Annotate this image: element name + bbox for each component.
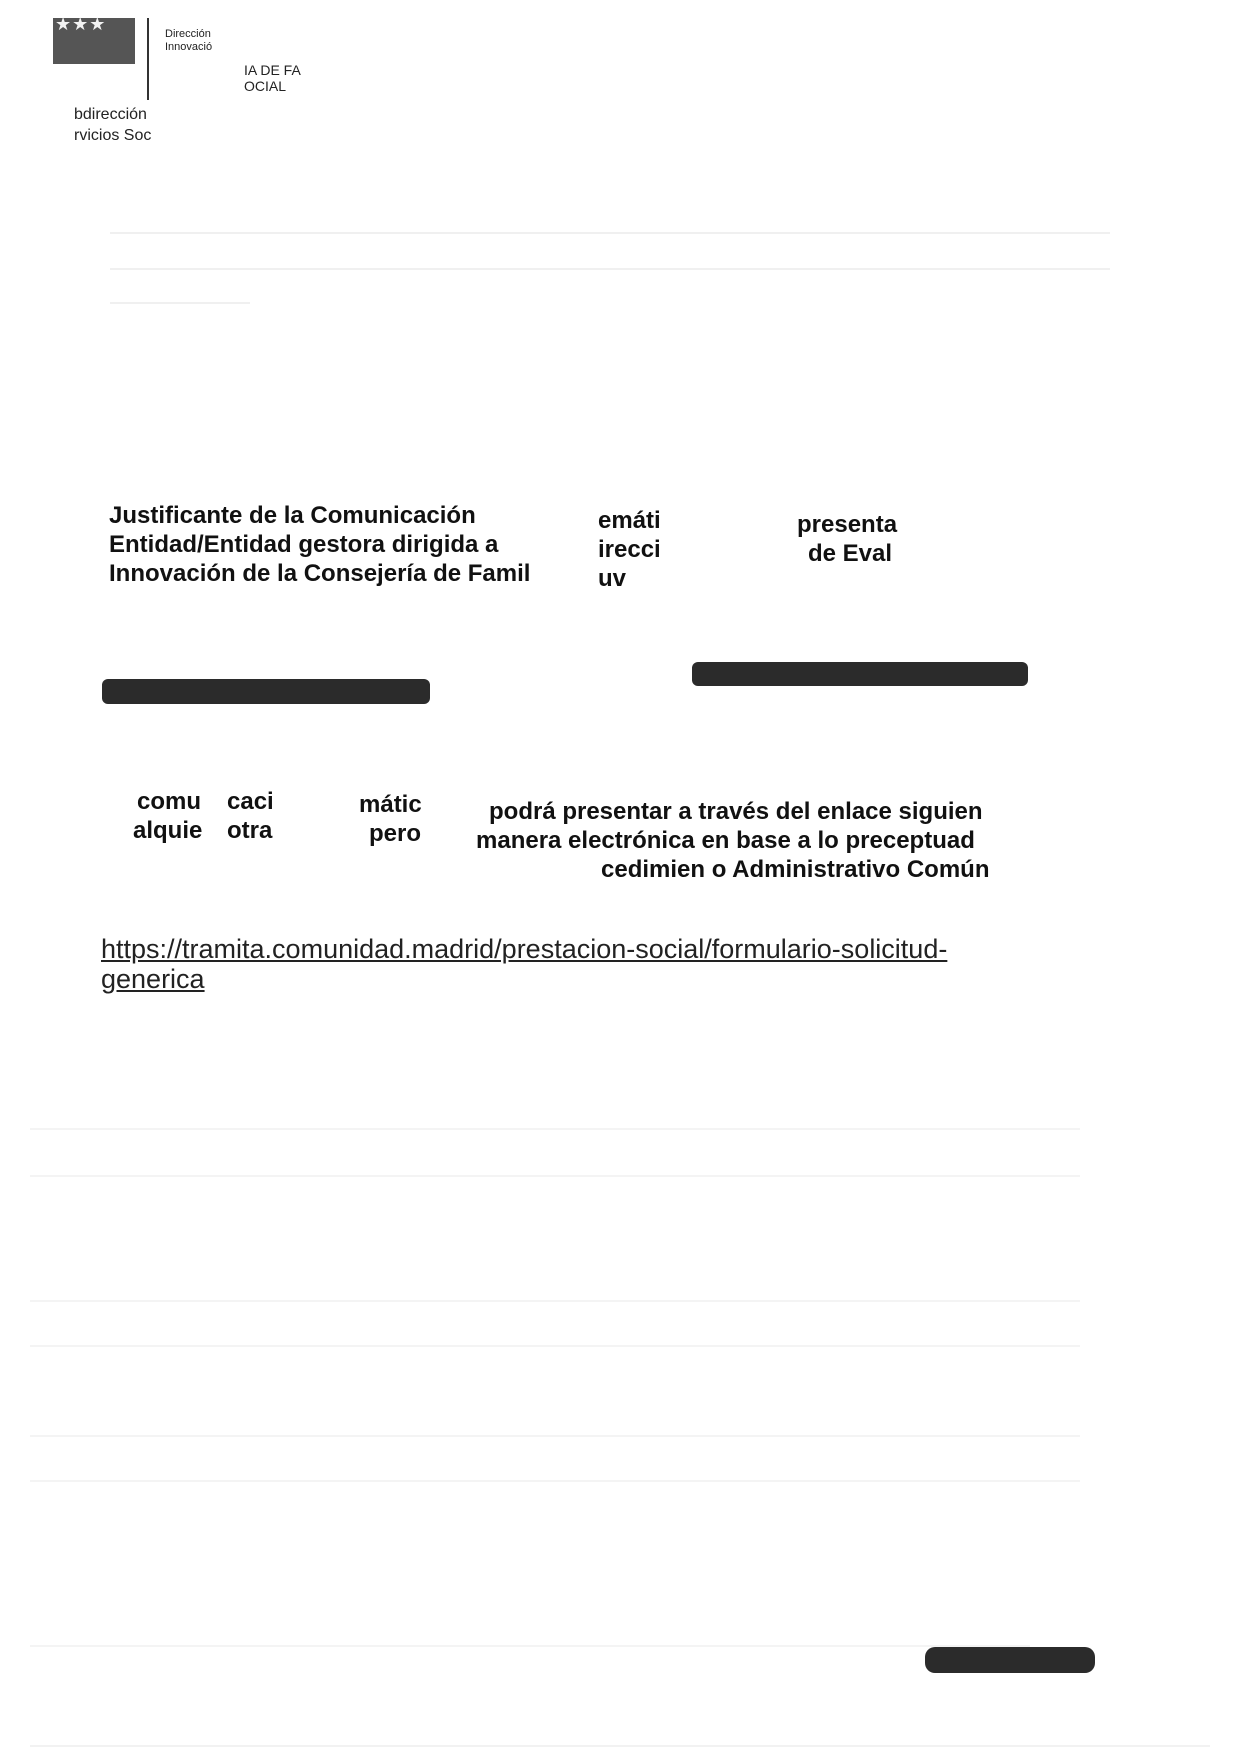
title-middle-column: emáti irecci uv — [598, 507, 661, 592]
header-direccion: Dirección Innovació — [165, 28, 213, 53]
header-consejeria: IA DE FA OCIAL — [244, 62, 301, 94]
redaction-bar — [102, 679, 430, 704]
title-right-column: presenta de Eval — [797, 511, 898, 567]
faint-text-line — [30, 1300, 1080, 1302]
faint-text-line — [110, 232, 1110, 234]
faint-text-line — [30, 1345, 1080, 1347]
faint-text-line — [30, 1480, 1080, 1482]
redaction-bar — [692, 662, 1028, 686]
stars-icon: ★★★ — [55, 14, 107, 34]
paragraph-col1: comu alquie — [133, 788, 203, 844]
faint-text-line — [30, 1435, 1080, 1437]
paragraph-col3: mátic pero — [359, 791, 422, 847]
logo-divider — [147, 18, 149, 100]
faint-text-line — [30, 1645, 1030, 1647]
faint-text-line — [30, 1175, 1080, 1177]
faint-text-line — [110, 268, 1110, 270]
tramita-link[interactable]: https://tramita.comunidad.madrid/prestacion-social/formulario-solicitud- generica — [101, 934, 948, 994]
signature-redaction — [925, 1647, 1095, 1673]
faint-text-line — [30, 1745, 1210, 1747]
paragraph-col4: podrá presentar a través del enlace siguien manera electrónica en base a lo preceptuad cedimien o Administrativo Común — [476, 798, 990, 883]
faint-text-line — [30, 1128, 1080, 1130]
paragraph-col2: caci otra — [227, 788, 274, 844]
faint-text-line — [110, 302, 250, 304]
title-left-column: Justificante de la Comunicación Entidad/Entidad gestora dirigida a Innovación de la Consejería de Famil — [109, 502, 531, 587]
header-subdireccion: bdirección rvicios Soc — [74, 106, 152, 144]
